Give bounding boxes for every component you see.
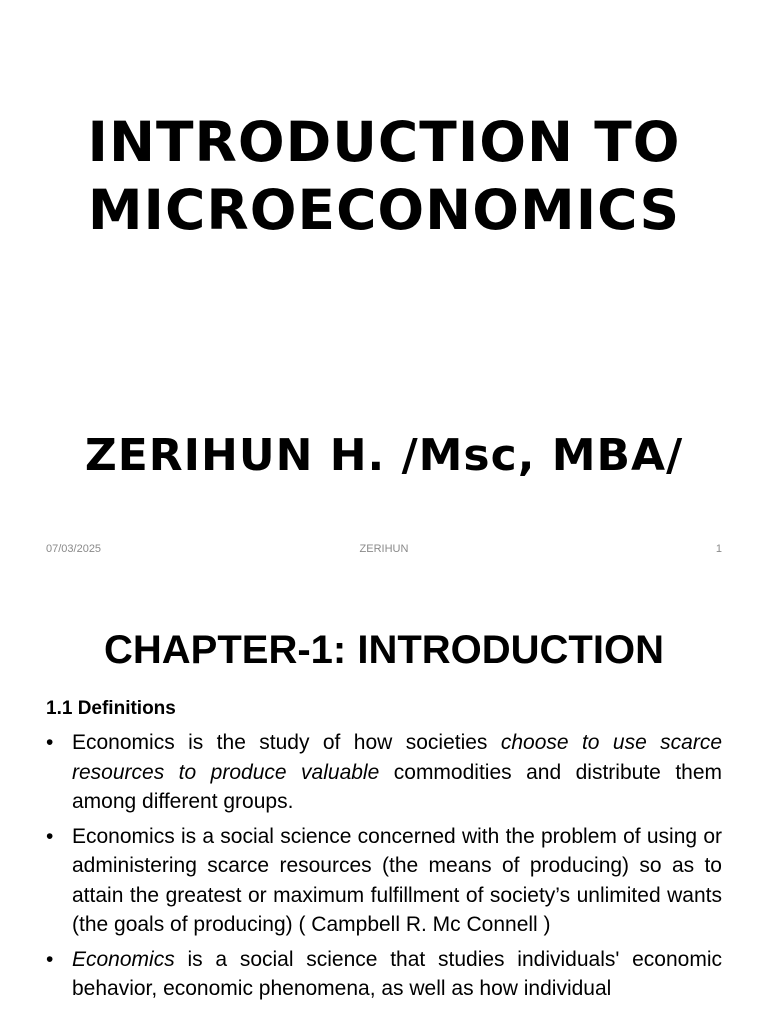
definition-emphasis: Economics bbox=[72, 947, 175, 971]
definition-text: Economics is the study of how societies bbox=[72, 731, 501, 754]
bullet-marker: • bbox=[46, 947, 54, 971]
definition-text: commodities and distribute them among different groups. bbox=[72, 760, 723, 813]
footer-author: ZERIHUN bbox=[359, 543, 409, 555]
definition-emphasis: choose to use scarce resources to produce valuable bbox=[72, 731, 722, 784]
bullet-marker: • bbox=[46, 824, 54, 848]
slide-title bbox=[0, 108, 768, 244]
definition-text: is a social science that studies individuals' economic behavior, economic phenomena, as well as how individual bbox=[72, 947, 722, 1000]
footer-date: 07/03/2025 bbox=[46, 543, 102, 555]
chapter-slide bbox=[0, 570, 768, 1024]
definition-item-2 bbox=[46, 822, 722, 940]
slide-title-line-2: MICROECONOMICS bbox=[87, 178, 681, 242]
bullet-marker: • bbox=[46, 731, 54, 754]
slide-title-line-1: INTRODUCTION TO bbox=[87, 110, 681, 174]
section-heading: 1.1 Definitions bbox=[46, 698, 176, 719]
footer-page-number: 1 bbox=[715, 543, 722, 555]
chapter-title: CHAPTER-1: INTRODUCTION bbox=[104, 628, 664, 672]
definition-text: Economics is a social science concerned with the problem of using or administering scarce resources (the means of producing) so as to attain the greatest or maximum fulfillment of society’s unlimited wants (the goals of producing) ( Campbell R. Mc Connell ) bbox=[72, 824, 722, 936]
definition-item-1 bbox=[46, 728, 722, 817]
author-name: ZERIHUN H. /Msc, MBA/ bbox=[84, 430, 684, 481]
definition-list bbox=[46, 728, 722, 1009]
slide-footer bbox=[0, 543, 768, 557]
definition-item-3 bbox=[46, 945, 722, 1004]
